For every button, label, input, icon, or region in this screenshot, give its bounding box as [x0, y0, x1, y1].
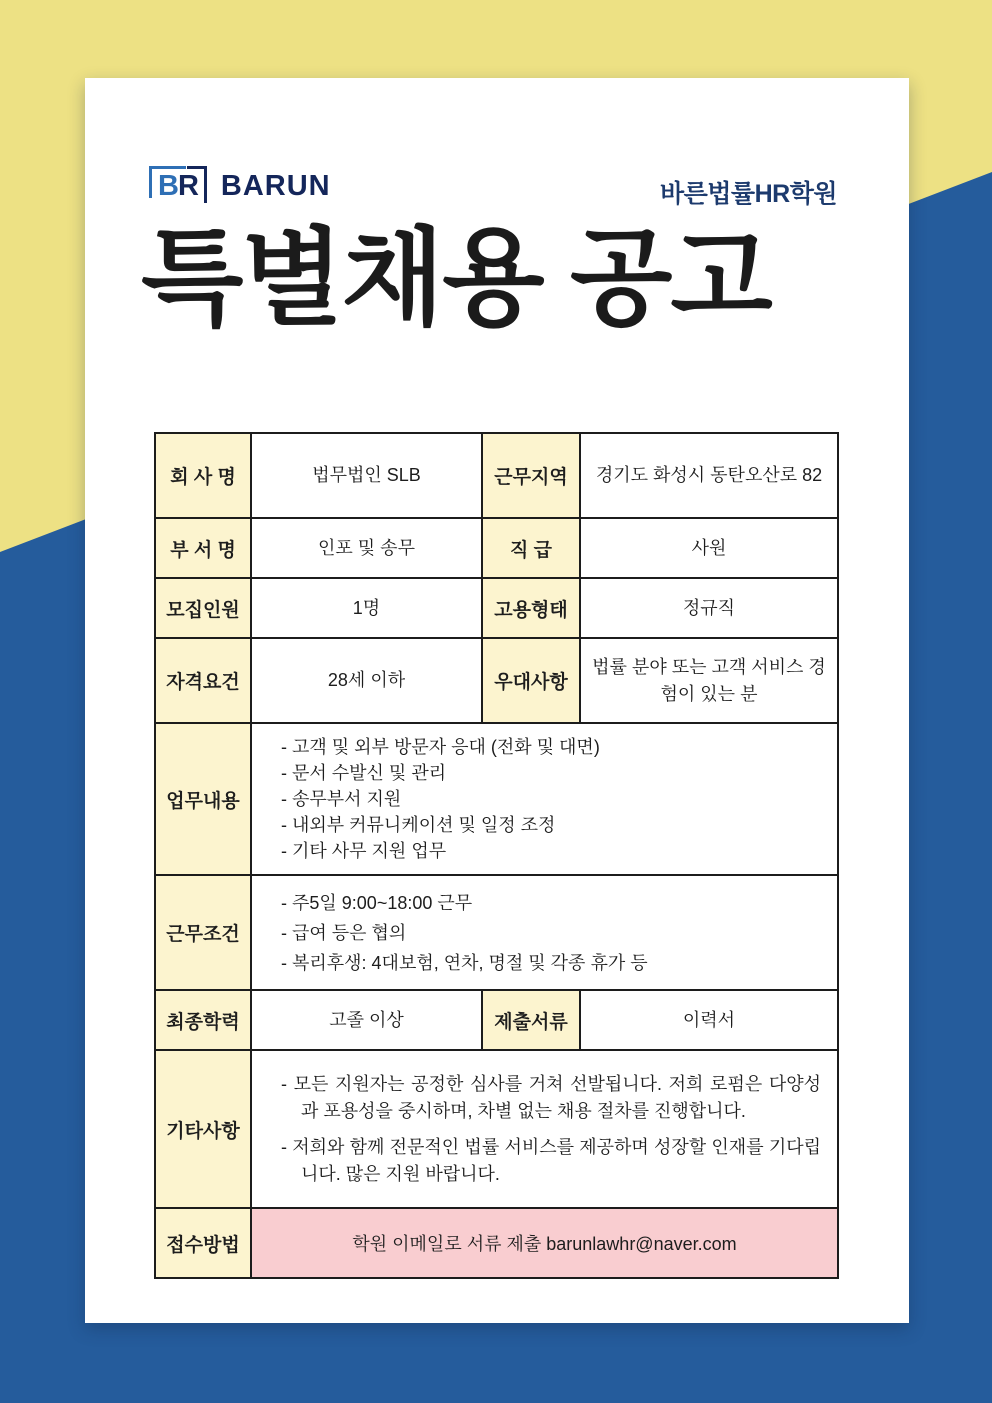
job-duties-list [251, 723, 838, 875]
documents-label: 제출서류 [482, 990, 580, 1050]
department-value: 인포 및 송무 [251, 518, 482, 578]
qualification-value: 28세 이하 [251, 638, 482, 723]
table-row [155, 1050, 838, 1208]
position-label: 직 급 [482, 518, 580, 578]
list-item: - 내외부 커뮤니케이션 및 일정 조정 [281, 815, 556, 835]
list-item: - 송무부서 지원 [281, 789, 402, 809]
headcount-label: 모집인원 [155, 578, 251, 638]
list-item: - 복리후생: 4대보험, 연차, 명절 및 각종 휴가 등 [281, 952, 648, 973]
work-location-label: 근무지역 [482, 433, 580, 518]
table-row [155, 990, 838, 1050]
list-item: - 급여 등은 협의 [281, 922, 407, 943]
list-item: - 모든 지원자는 공정한 심사를 거쳐 선발됩니다. 저희 로펌은 다양성과 포용성을 중시하며, 차별 없는 채용 절차를 진행합니다. [281, 1073, 821, 1121]
other-notes-label: 기타사항 [155, 1050, 251, 1208]
company-name-label: 회 사 명 [155, 433, 251, 518]
employment-type-label: 고용형태 [482, 578, 580, 638]
table-row [155, 638, 838, 723]
table-row [155, 875, 838, 990]
page-title: 특별채용 공고 [141, 220, 771, 338]
academy-name: 바른법률HR학원 [659, 180, 837, 208]
job-duties-label: 업무내용 [155, 723, 251, 875]
list-item: - 기타 사무 지원 업무 [281, 841, 447, 861]
barun-logo-text: BARUN [220, 169, 331, 202]
department-label: 부 서 명 [155, 518, 251, 578]
education-value: 고졸 이상 [251, 990, 482, 1050]
education-label: 최종학력 [155, 990, 251, 1050]
barun-logo-mark-icon [149, 166, 207, 206]
work-conditions-list [251, 875, 838, 990]
work-location-value: 경기도 화성시 동탄오산로 82 [580, 433, 838, 518]
preference-label: 우대사항 [482, 638, 580, 723]
table-row [155, 578, 838, 638]
list-item: - 고객 및 외부 방문자 응대 (전화 및 대면) [281, 737, 600, 757]
application-method-value: 학원 이메일로 서류 제출 barunlawhr@naver.com [251, 1208, 838, 1278]
list-item: - 주5일 9:00~18:00 근무 [281, 892, 473, 913]
recruit-table [154, 432, 839, 1279]
table-row [155, 723, 838, 875]
employment-type-value: 정규직 [580, 578, 838, 638]
other-notes-list [251, 1050, 838, 1208]
company-name-value: 법무법인 SLB [251, 433, 482, 518]
work-conditions-label: 근무조건 [155, 875, 251, 990]
headcount-value: 1명 [251, 578, 482, 638]
logo-letter-r: R [177, 170, 198, 202]
logo-letter-b: B [158, 170, 178, 202]
qualification-label: 자격요건 [155, 638, 251, 723]
position-value: 사원 [580, 518, 838, 578]
poster-card [85, 78, 909, 1323]
application-method-label: 접수방법 [155, 1208, 251, 1278]
documents-value: 이력서 [580, 990, 838, 1050]
list-item: - 문서 수발신 및 관리 [281, 763, 447, 783]
preference-value: 법률 분야 또는 고객 서비스 경험이 있는 분 [580, 638, 838, 723]
table-row [155, 433, 838, 518]
table-row [155, 1208, 838, 1278]
list-item: - 저희와 함께 전문적인 법률 서비스를 제공하며 성장할 인재를 기다립니다. 많은 지원 바랍니다. [281, 1136, 821, 1184]
barun-logo [149, 166, 331, 206]
table-row [155, 518, 838, 578]
